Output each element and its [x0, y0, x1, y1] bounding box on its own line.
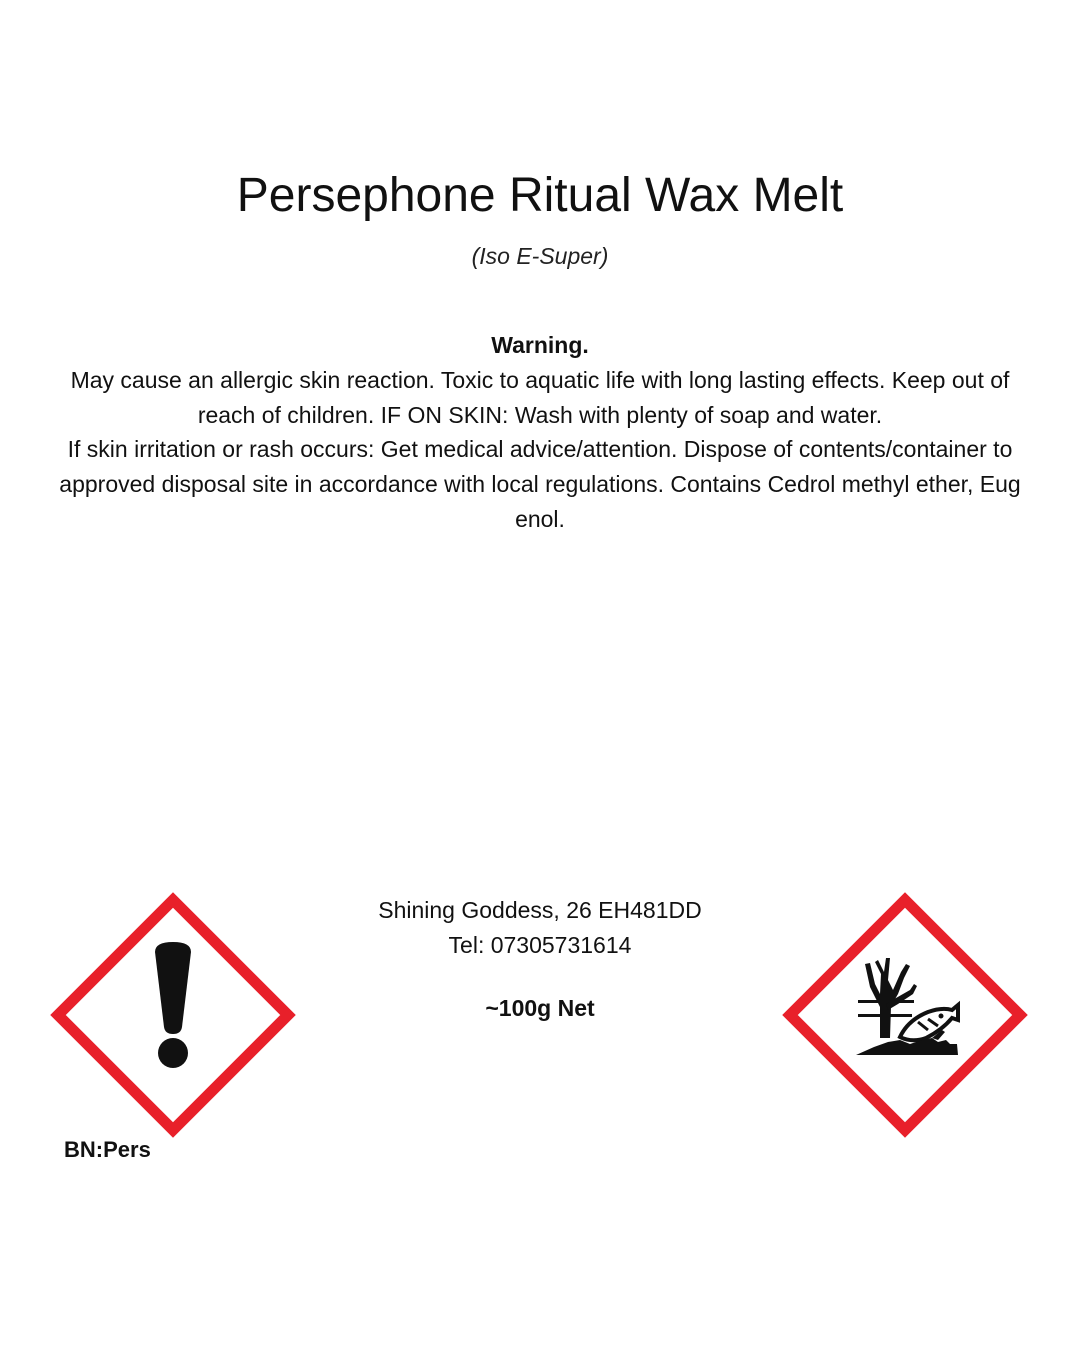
- company-telephone: Tel: 07305731614: [448, 931, 632, 958]
- warning-line: If skin irritation or rash occurs: Get medical advice/attention. Dispose of contents/container to: [67, 436, 1013, 463]
- batch-number: BN:Pers: [64, 1137, 151, 1162]
- warning-line: enol.: [515, 505, 565, 532]
- warning-line: approved disposal site in accordance with local regulations. Contains Cedrol methyl ether, Eug: [59, 471, 1021, 498]
- product-subtitle: (Iso E-Super): [471, 243, 609, 269]
- company-address: Shining Goddess, 26 EH481DD: [378, 897, 702, 923]
- net-weight: ~100g Net: [485, 995, 595, 1021]
- address-block: [290, 893, 790, 963]
- product-title: Persephone Ritual Wax Melt: [236, 169, 844, 222]
- warning-block: [45, 328, 1035, 537]
- warning-line: reach of children. IF ON SKIN: Wash with plenty of soap and water.: [197, 401, 883, 428]
- ghs-environment-icon: [782, 892, 1028, 1138]
- ghs-exclamation-mark-icon: [50, 892, 296, 1138]
- warning-line: May cause an allergic skin reaction. Toxic to aquatic life with long lasting effects. Keep out of: [70, 366, 1010, 393]
- warning-heading: Warning.: [491, 332, 589, 358]
